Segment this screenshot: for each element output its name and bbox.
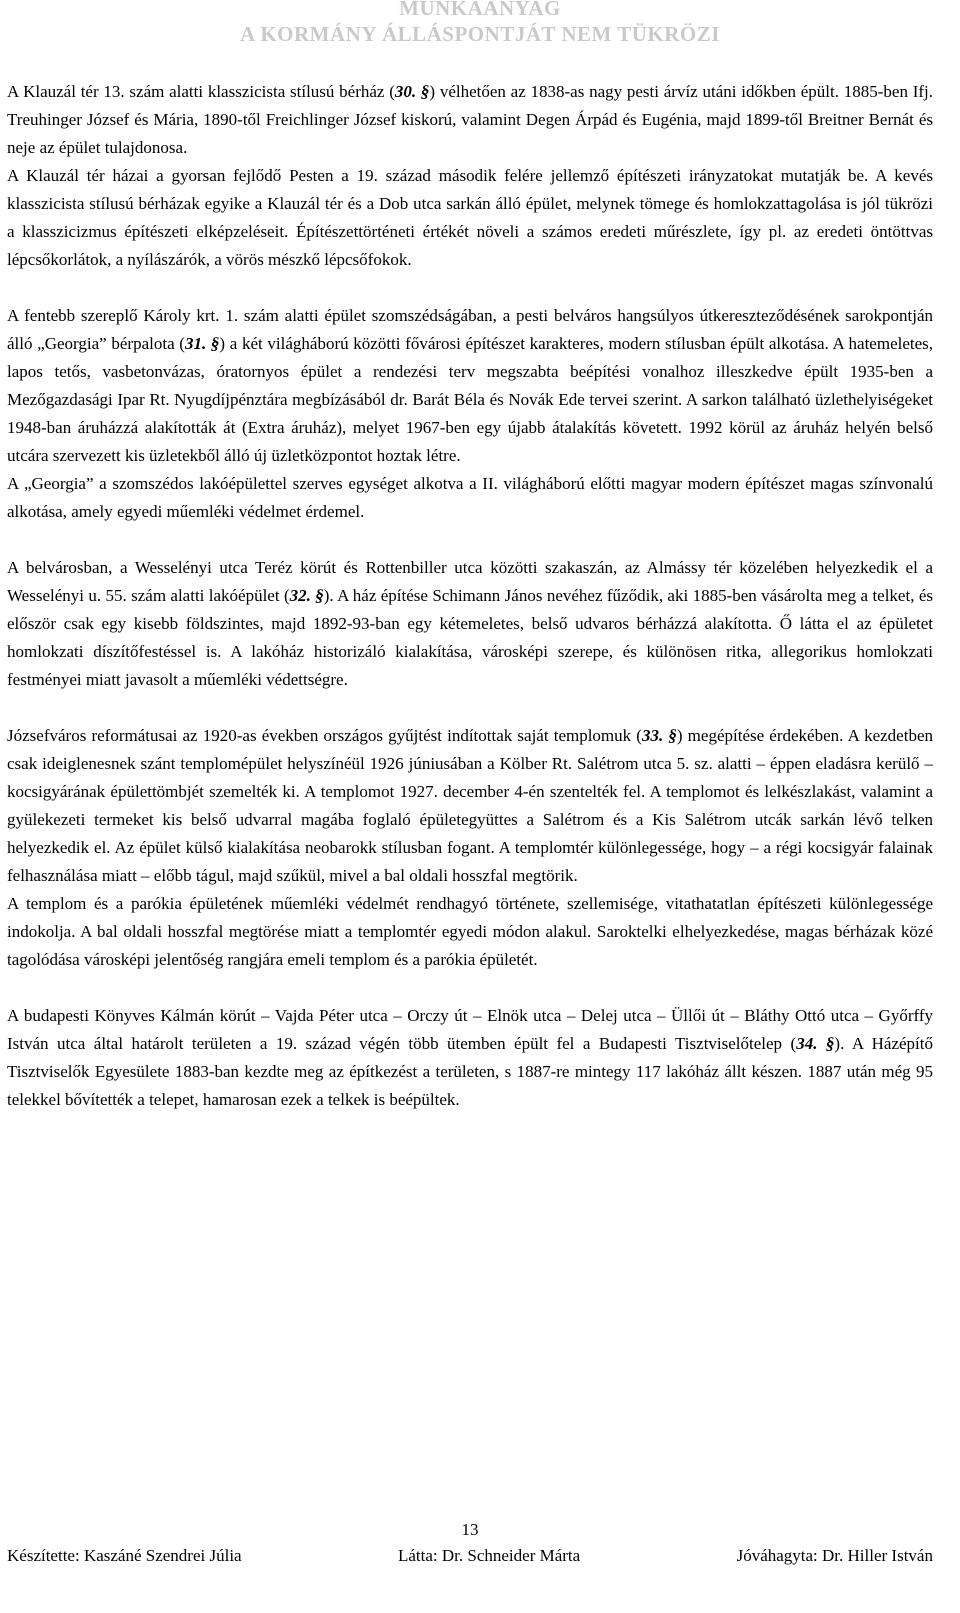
paragraph-text: A templom és a parókia épületének műemléki védelmét rendhagyó története, szellemisége, vitathatatlan építészeti különlegessége indokolja. A bal oldali hosszfal megtörése miatt a templomtér egyedi módon alakul. Saroktelki elhelyezkedése, magas bérházak közé tagolódása városképi jelentőség rangjára emeli templom és a parókia épületét. xyxy=(7,894,933,969)
paragraph-text: Józsefváros reformátusai az 1920-as években országos gyűjtést indítottak saját templomuk ( xyxy=(7,726,642,745)
footer-seen-by: Látta: Dr. Schneider Márta xyxy=(397,1546,581,1565)
footer xyxy=(7,1546,933,1566)
watermark-line-2: A KORMÁNY ÁLLÁSPONTJÁT NEM TÜKRÖZI xyxy=(240,22,720,46)
document-body xyxy=(7,78,933,1114)
section-reference: 30. § xyxy=(394,82,430,101)
paragraph-text: ). A ház építése Schimann János nevéhez fűződik, aki 1885-ben vásárolta meg a telket, és először csak egy kisebb földszintes, majd 1892-93-ban egy kétemeletes, belső udvaros bérházzá alakította. Ő látta el az épületet homlokzati díszítőfestéssel is. A lakóház historizáló kialakítása, városképi szerepe, és különösen ritka, allegorikus homlokzati festményei miatt javasolt a műemléki védettségre. xyxy=(7,586,933,689)
paragraph-text: ) a két világháború közötti fővárosi építészet karakteres, modern stílusban épült alkotása. A hatemeletes, lapos tetős, vasbetonvázas, óratornyos épület a rendezési terv megszabta beépítési vonalhoz illeszkedve épült 1935-ben a Mezőgazdasági Ipar Rt. Nyugdíjpénztára megbízásából dr. Barát Béla és Novák Ede tervei szerint. A sarkon található üzlethelyiségeket 1948-ban áruházzá alakították át (Extra áruház), melyet 1967-ben egy újabb átalakítás követett. 1992 körül az áruház helyén belső utcára szervezett kis üzletekből álló új üzletközpontot hoztak létre. xyxy=(7,334,934,465)
paragraph xyxy=(7,302,933,470)
watermark-line-1: MUNKAANYAG xyxy=(399,0,561,20)
paragraph-text: A Klauzál tér 13. szám alatti klasszicista stílusú bérház ( xyxy=(7,82,395,101)
paragraph xyxy=(7,470,933,526)
paragraph-text: A budapesti Könyves Kálmán körút – Vajda Péter utca – Orczy út – Elnök utca – Delej utca – Üllői út – Bláthy Ottó utca – Győrffy István utca által határolt területen a 19. század végén több ütemben épült fel a Budapesti Tisztviselőtelep ( xyxy=(7,1006,933,1053)
section-reference: 32. § xyxy=(289,586,324,605)
page-number: 13 xyxy=(461,1520,479,1539)
paragraph xyxy=(7,162,933,274)
paragraph xyxy=(7,722,933,890)
paragraph-text: A „Georgia” a szomszédos lakóépülettel szerves egységet alkotva a II. világháború előtti magyar modern építészet magas színvonalú alkotása, amely egyedi műemléki védelmet érdemel. xyxy=(7,474,933,521)
section-reference: 31. § xyxy=(184,334,220,353)
paragraph xyxy=(7,890,933,974)
footer-prepared-by: Készítette: Kaszáné Szendrei Júlia xyxy=(7,1546,242,1565)
paragraph-text: ). A Házépítő Tisztviselők Egyesülete 1883-ban kezdte meg az építkezést a területen, s 1887-re mintegy 117 lakóház állt készen. 1887 után még 95 telekkel bővítették a telepet, hamarosan ezek a telkek is beépültek. xyxy=(7,1034,934,1109)
paragraph xyxy=(7,554,933,694)
paragraph-text: A fentebb szereplő Károly krt. 1. szám alatti épület szomszédságában, a pesti belváros hangsúlyos útkereszteződésének sarokpontján álló „Georgia” bérpalota ( xyxy=(7,306,933,353)
paragraph xyxy=(7,78,933,162)
footer-approved-by: Jóváhagyta: Dr. Hiller István xyxy=(736,1546,933,1565)
section-reference: 34. § xyxy=(796,1034,835,1053)
paragraph-text: A Klauzál tér házai a gyorsan fejlődő Pesten a 19. század második felére jellemző építészeti irányzatokat mutatják be. A kevés klasszicista stílusú bérházak egyike a Klauzál tér és a Dob utca sarkán álló épület, melynek tömege és homlokzattagolása is jól tükrözi a klasszicizmus építészeti elképzeléseit. Építészettörténeti értékét növeli a számos eredeti műrészlete, így pl. az eredeti öntöttvas lépcsőkorlátok, a nyílászárók, a vörös mészkő lépcsőfokok. xyxy=(7,166,933,269)
paragraph-text: ) vélhetően az 1838-as nagy pesti árvíz utáni időkben épült. 1885-ben Ifj. Treuhinger József és Mária, 1890-től Freichlinger József kiskorú, valamint Degen Árpád és Eugénia, majd 1899-től Breitner Bernát és neje az épület tulajdonosa. xyxy=(7,82,934,157)
section-reference: 33. § xyxy=(641,726,677,745)
paragraph xyxy=(7,1002,933,1114)
paragraph-text: ) megépítése érdekében. A kezdetben csak ideiglenesnek szánt templomépület helyszínéül 1926 júniusában a Kölber Rt. Salétrom utca 5. sz. alatti – éppen eladásra kerülő – kocsigyárának épülettömbjét szemelték ki. A templomot 1927. december 4-én szentelték fel. A templomot és lelkészlakást, valamint a gyülekezeti termeket kis belső udvarral magába foglaló épületegyüttes a Salétrom és a Kis Salétrom utcák sarkán lévő telken helyezkedik el. Az épület külső kialakítása neobarokk stílusban fogant. A templomtér különlegessége, hogy – a régi kocsigyár falainak felhasználása miatt – előbb tágul, majd szűkül, mivel a bal oldali hosszfal megtörik. xyxy=(7,726,933,885)
paragraph-text: A belvárosban, a Wesselényi utca Teréz körút és Rottenbiller utca közötti szakaszán, az Almássy tér közelében helyezkedik el a Wesselényi u. 55. szám alatti lakóépület ( xyxy=(7,558,933,605)
